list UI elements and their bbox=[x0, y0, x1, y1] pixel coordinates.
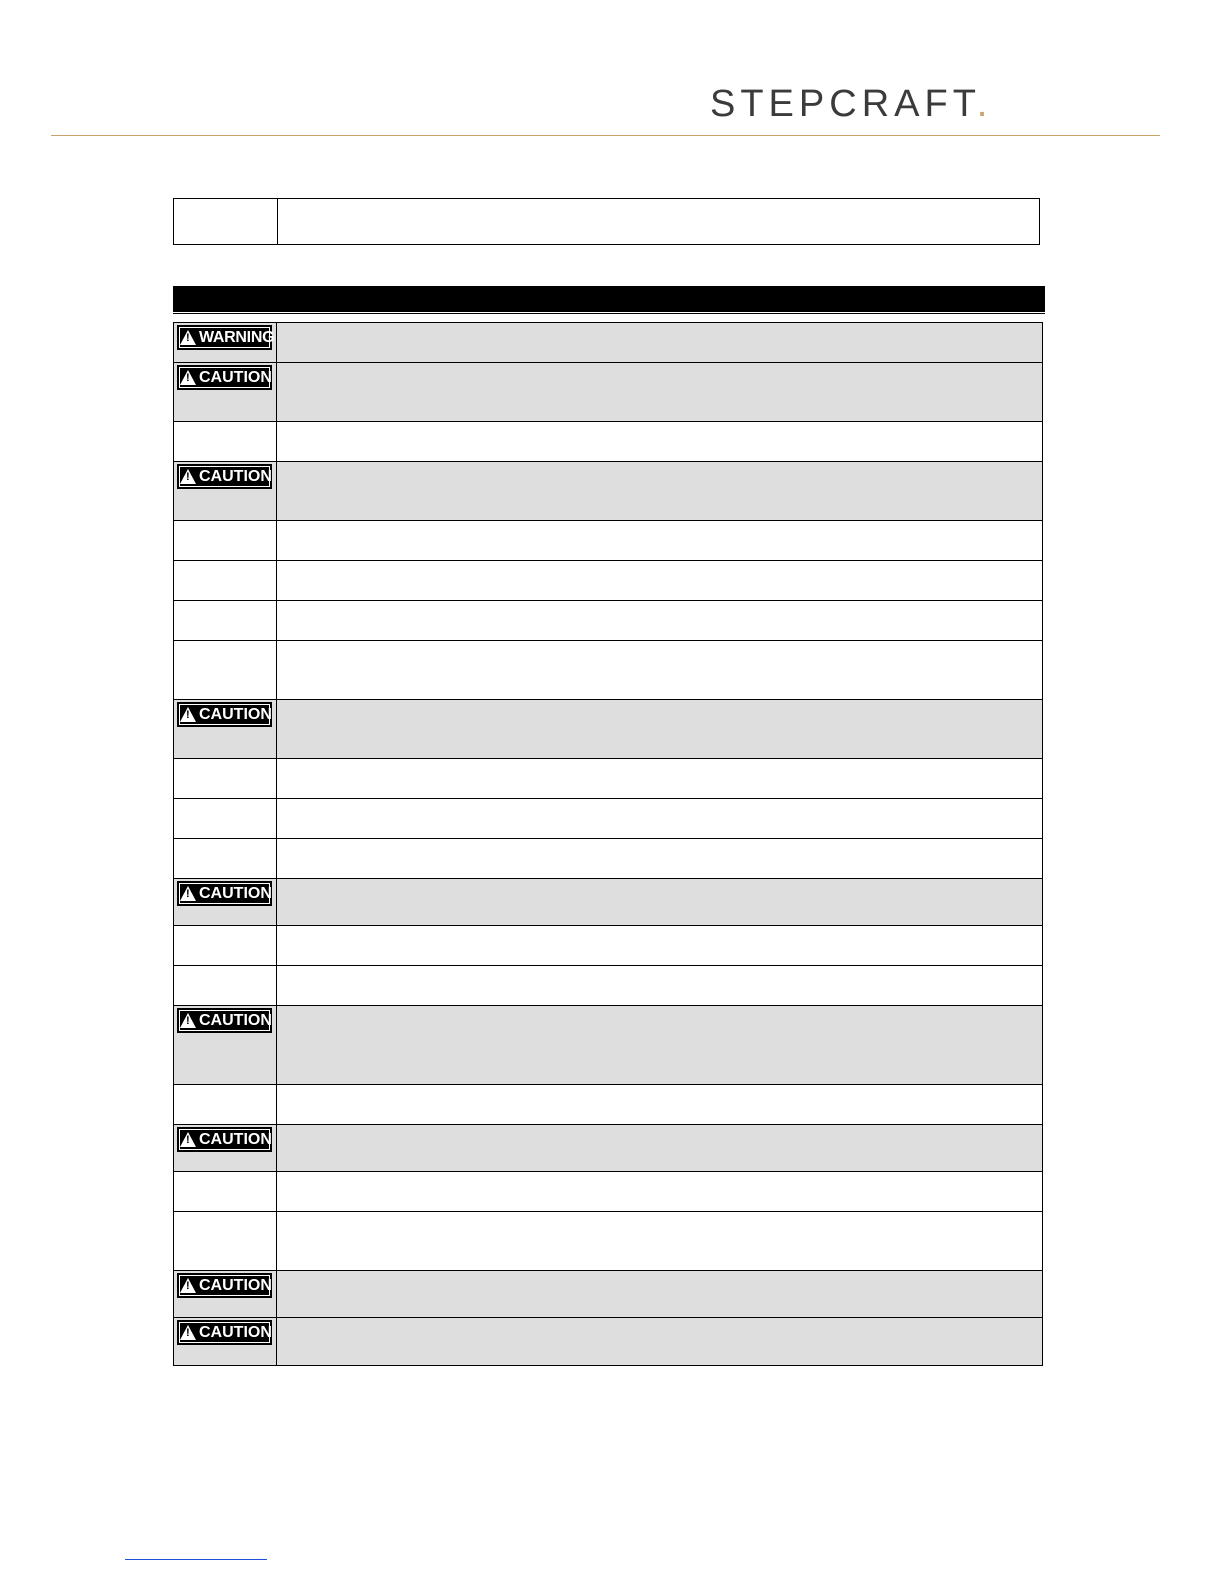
row-text-cell bbox=[277, 1318, 1043, 1366]
warning-triangle-icon bbox=[180, 1278, 196, 1293]
row-label-cell bbox=[174, 1006, 277, 1085]
warning-triangle-icon bbox=[180, 1013, 196, 1028]
row-text-cell bbox=[277, 422, 1043, 462]
brand-dot: . bbox=[976, 83, 993, 125]
table-row bbox=[174, 1125, 1043, 1172]
row-text-cell bbox=[277, 799, 1043, 839]
table-row bbox=[174, 1318, 1043, 1366]
row-label-cell bbox=[174, 926, 277, 966]
warning-triangle-icon bbox=[180, 1325, 196, 1340]
row-text-cell bbox=[277, 323, 1043, 363]
caution-badge bbox=[177, 1008, 272, 1033]
badge-label: CAUTION bbox=[199, 1130, 272, 1148]
badge-label: CAUTION bbox=[199, 467, 272, 485]
row-text-cell bbox=[277, 926, 1043, 966]
row-label-cell bbox=[174, 323, 277, 363]
top-box-divider bbox=[277, 199, 278, 244]
caution-badge bbox=[177, 1320, 272, 1345]
badge-label: CAUTION bbox=[199, 368, 272, 386]
row-text-cell bbox=[277, 1006, 1043, 1085]
row-text-cell bbox=[277, 1125, 1043, 1172]
table-row bbox=[174, 1271, 1043, 1318]
section-header-underline bbox=[173, 313, 1045, 314]
row-label-cell bbox=[174, 839, 277, 879]
table-row bbox=[174, 641, 1043, 700]
row-text-cell bbox=[277, 363, 1043, 422]
row-text-cell bbox=[277, 1212, 1043, 1271]
caution-badge bbox=[177, 1273, 272, 1298]
caution-badge bbox=[177, 365, 272, 390]
row-text-cell bbox=[277, 1172, 1043, 1212]
row-label-cell bbox=[174, 601, 277, 641]
row-label-cell bbox=[174, 1085, 277, 1125]
row-label-cell bbox=[174, 799, 277, 839]
row-text-cell bbox=[277, 759, 1043, 799]
row-text-cell bbox=[277, 601, 1043, 641]
table-row bbox=[174, 561, 1043, 601]
section-header-bar bbox=[173, 286, 1045, 312]
row-label-cell bbox=[174, 521, 277, 561]
row-text-cell bbox=[277, 1271, 1043, 1318]
row-label-cell bbox=[174, 759, 277, 799]
warning-triangle-icon bbox=[180, 707, 196, 722]
table-row bbox=[174, 601, 1043, 641]
warning-triangle-icon bbox=[180, 370, 196, 385]
table-row bbox=[174, 759, 1043, 799]
row-text-cell bbox=[277, 966, 1043, 1006]
table-row bbox=[174, 966, 1043, 1006]
row-label-cell bbox=[174, 641, 277, 700]
badge-label: CAUTION bbox=[199, 705, 272, 723]
row-label-cell bbox=[174, 879, 277, 926]
row-label-cell bbox=[174, 700, 277, 759]
badge-label: CAUTION bbox=[199, 1276, 272, 1294]
row-text-cell bbox=[277, 561, 1043, 601]
row-label-cell bbox=[174, 1318, 277, 1366]
header-rule bbox=[51, 135, 1160, 136]
caution-badge bbox=[177, 702, 272, 727]
row-label-cell bbox=[174, 363, 277, 422]
warning-triangle-icon bbox=[180, 330, 196, 345]
table-row bbox=[174, 363, 1043, 422]
table-row bbox=[174, 879, 1043, 926]
warning-badge bbox=[177, 325, 275, 350]
table-row bbox=[174, 462, 1043, 521]
row-label-cell bbox=[174, 1212, 277, 1271]
row-text-cell bbox=[277, 700, 1043, 759]
row-label-cell bbox=[174, 1172, 277, 1212]
row-text-cell bbox=[277, 641, 1043, 700]
table-row bbox=[174, 1212, 1043, 1271]
table-row bbox=[174, 521, 1043, 561]
table-row bbox=[174, 1172, 1043, 1212]
brand-name: STEPCRAFT bbox=[710, 83, 977, 125]
badge-label: CAUTION bbox=[199, 1323, 272, 1341]
warning-triangle-icon bbox=[180, 886, 196, 901]
safety-table bbox=[173, 322, 1043, 1366]
footer-link-underline[interactable] bbox=[125, 1559, 267, 1560]
caution-badge bbox=[177, 1127, 272, 1152]
row-text-cell bbox=[277, 839, 1043, 879]
row-label-cell bbox=[174, 422, 277, 462]
table-row bbox=[174, 1085, 1043, 1125]
table-row bbox=[174, 799, 1043, 839]
badge-label: CAUTION bbox=[199, 884, 272, 902]
row-label-cell bbox=[174, 462, 277, 521]
row-label-cell bbox=[174, 561, 277, 601]
row-label-cell bbox=[174, 1271, 277, 1318]
row-text-cell bbox=[277, 462, 1043, 521]
table-row bbox=[174, 839, 1043, 879]
table-row bbox=[174, 1006, 1043, 1085]
badge-label: CAUTION bbox=[199, 1011, 272, 1029]
row-text-cell bbox=[277, 521, 1043, 561]
warning-triangle-icon bbox=[180, 1132, 196, 1147]
stepcraft-logo bbox=[710, 84, 992, 124]
caution-badge bbox=[177, 464, 272, 489]
table-row bbox=[174, 323, 1043, 363]
row-label-cell bbox=[174, 1125, 277, 1172]
caution-badge bbox=[177, 881, 272, 906]
badge-label: WARNING bbox=[199, 328, 275, 346]
row-text-cell bbox=[277, 879, 1043, 926]
table-row bbox=[174, 422, 1043, 462]
top-info-box bbox=[173, 198, 1040, 245]
row-label-cell bbox=[174, 966, 277, 1006]
table-row bbox=[174, 700, 1043, 759]
table-row bbox=[174, 926, 1043, 966]
warning-triangle-icon bbox=[180, 469, 196, 484]
row-text-cell bbox=[277, 1085, 1043, 1125]
